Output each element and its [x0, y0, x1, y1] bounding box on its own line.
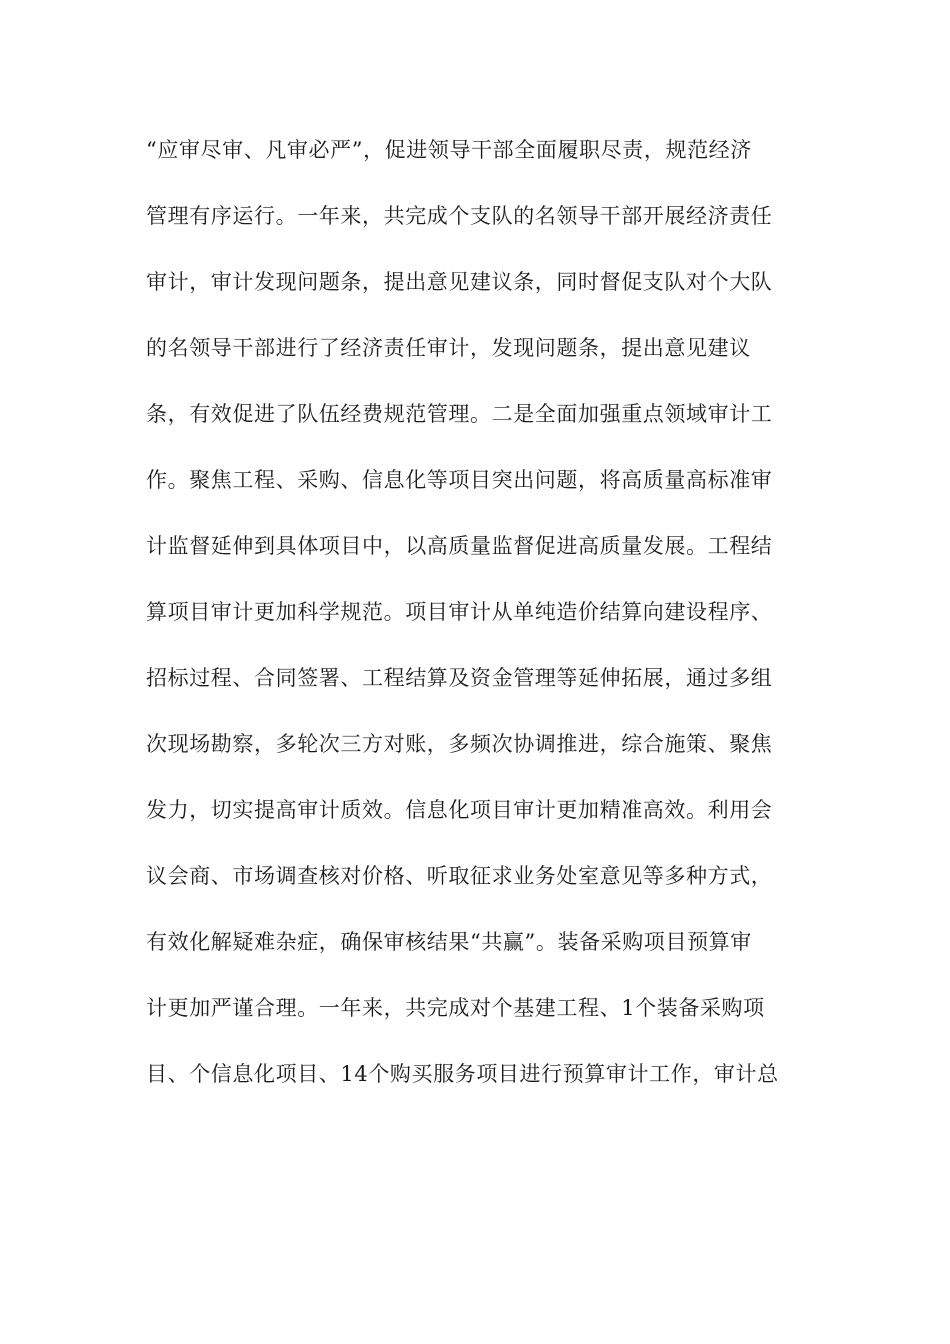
text-line: 的名领导干部进行了经济责任审计，发现问题条，提出意见建议: [146, 336, 751, 360]
text-line: 目、个信息化项目、14个购买服务项目进行预算审计工作，审计总: [146, 1062, 779, 1086]
text-line: 审计，审计发现问题条，提出意见建议条，同时督促支队对个大队: [146, 270, 773, 294]
text-line: 计监督延伸到具体项目中，以高质量监督促进高质量发展。工程结: [146, 534, 773, 558]
text-line: 发力，切实提高审计质效。信息化项目审计更加精准高效。利用会: [146, 798, 773, 822]
text-line: 管理有序运行。一年来，共完成个支队的名领导干部开展经济责任: [146, 204, 773, 228]
text-line: “应审尽审、凡审必严”，促进领导干部全面履职尽责，规范经济: [146, 138, 752, 162]
body-text: [146, 128, 806, 1118]
text-line: 议会商、市场调查核对价格、听取征求业务处室意见等多种方式，: [146, 864, 773, 888]
text-line: 次现场勘察，多轮次三方对账，多频次协调推进，综合施策、聚焦: [146, 732, 773, 756]
text-line: 计更加严谨合理。一年来，共完成对个基建工程、1个装备采购项: [146, 996, 765, 1020]
text-line: 作。聚焦工程、采购、信息化等项目突出问题，将高质量高标准审: [146, 468, 773, 492]
text-line: 算项目审计更加科学规范。项目审计从单纯造价结算向建设程序、: [146, 600, 773, 624]
text-line: 有效化解疑难杂症，确保审核结果“共赢”。装备采购项目预算审: [146, 930, 752, 954]
text-line: 招标过程、合同签署、工程结算及资金管理等延伸拓展，通过多组: [146, 666, 773, 690]
text-line: 条，有效促进了队伍经费规范管理。二是全面加强重点领域审计工: [146, 402, 773, 426]
